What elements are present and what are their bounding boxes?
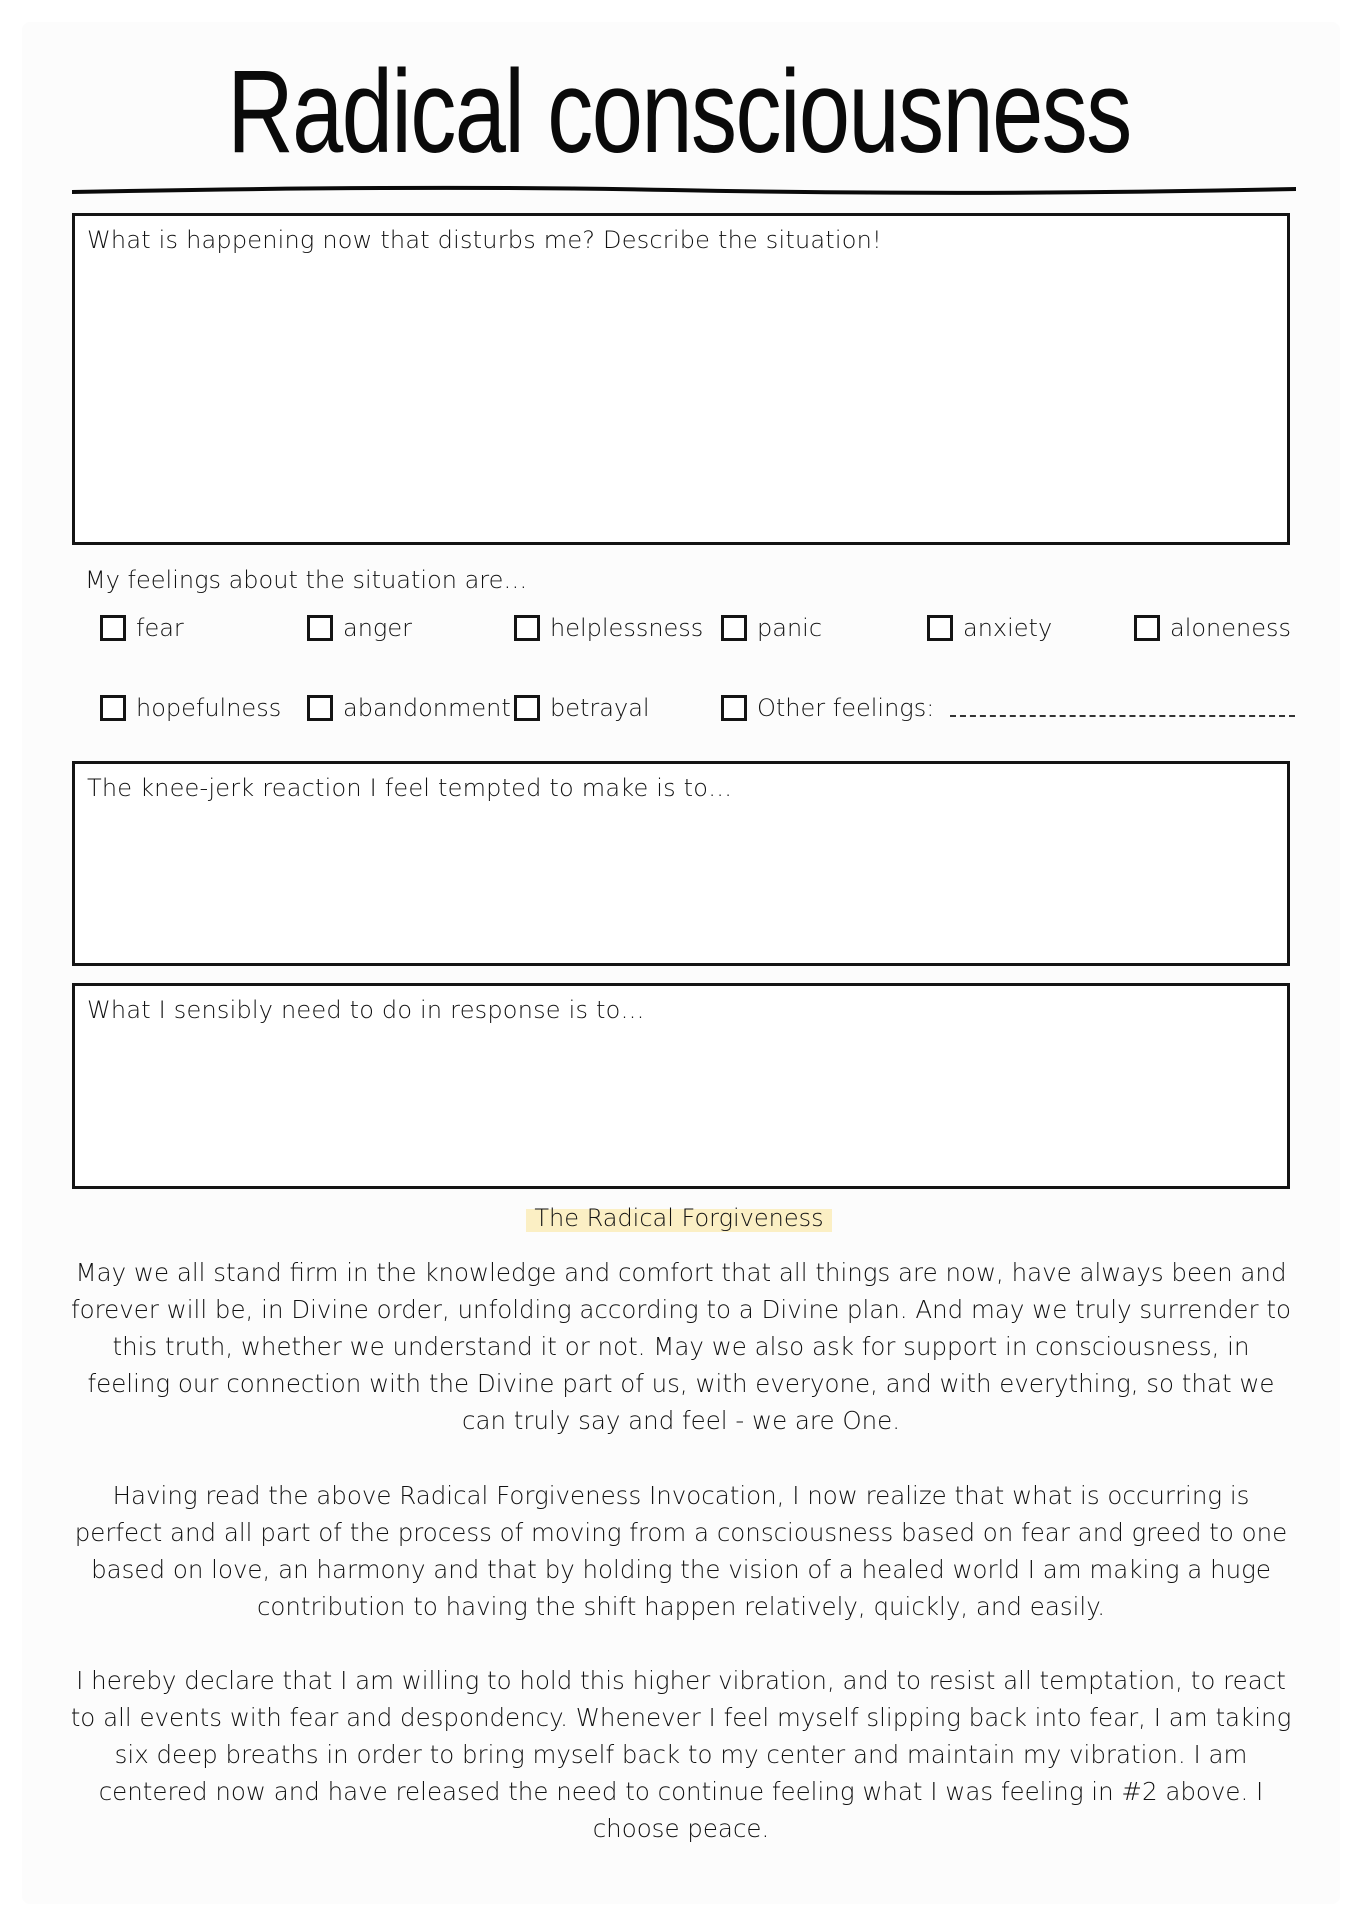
checkbox-panic[interactable] — [721, 614, 822, 642]
checkbox-anxiety[interactable] — [927, 614, 1052, 642]
invocation-paragraph: May we all stand firm in the knowledge and comfort that all things are now, have always been and forever will be, in Divine order, unfolding according to a Divine plan. And may we truly surrender to this truth, whether we understand it or not. May we also ask for support in consciousness, in feeling our connection with the Divine part of us, with everyone, and with everything, so that we can truly say and feel - we are One. — [71, 1258, 1291, 1435]
checkbox-hopefulness[interactable] — [100, 694, 281, 722]
situation-prompt: What is happening now that disturbs me? Describe the situation! — [87, 226, 882, 254]
checkbox-square-icon[interactable] — [307, 695, 333, 721]
situation-writing-box[interactable] — [72, 213, 1290, 545]
checkbox-square-icon[interactable] — [100, 695, 126, 721]
checkbox-other-feelings[interactable] — [721, 694, 1295, 722]
checkbox-square-icon[interactable] — [514, 615, 540, 641]
checkbox-label: hopefulness — [136, 694, 282, 722]
checkbox-label: Other feelings: — [757, 694, 935, 722]
checkbox-square-icon[interactable] — [514, 695, 540, 721]
page-title: Radical consciousness — [227, 46, 1131, 178]
checkbox-square-icon[interactable] — [307, 615, 333, 641]
checkbox-label: abandonment — [343, 694, 511, 722]
checkbox-square-icon[interactable] — [721, 615, 747, 641]
checkbox-anger[interactable] — [307, 614, 412, 642]
checkbox-helplessness[interactable] — [514, 614, 703, 642]
realization-paragraph: Having read the above Radical Forgiveness Invocation, I now realize that what is occurring is perfect and all part of the process of moving from a consciousness based on fear and greed to one based on love, an harmony and that by holding the vision of a healed world I am making a huge contribution to having the shift happen relatively, quickly, and easily. — [74, 1481, 1288, 1621]
feelings-label: My feelings about the situation are… — [85, 566, 528, 594]
checkbox-label: panic — [757, 614, 823, 642]
title-underline — [72, 180, 1296, 200]
checkbox-square-icon[interactable] — [100, 615, 126, 641]
checkbox-betrayal[interactable] — [514, 694, 650, 722]
checkbox-label: helplessness — [550, 614, 704, 642]
checkbox-label: anxiety — [963, 614, 1053, 642]
other-feelings-blank[interactable] — [950, 715, 1295, 717]
reaction-writing-box[interactable] — [72, 761, 1290, 966]
checkbox-label: fear — [136, 614, 184, 642]
checkbox-label: anger — [343, 614, 412, 642]
checkbox-aloneness[interactable] — [1134, 614, 1291, 642]
response-writing-box[interactable] — [72, 983, 1290, 1189]
response-prompt: What I sensibly need to do in response is to… — [87, 996, 645, 1024]
invocation-heading-wrap — [0, 1203, 1358, 1232]
checkbox-abandonment[interactable] — [307, 694, 511, 722]
checkbox-square-icon[interactable] — [1134, 615, 1160, 641]
reaction-prompt: The knee-jerk reaction I feel tempted to make is to… — [87, 774, 733, 802]
checkbox-square-icon[interactable] — [721, 695, 747, 721]
checkbox-fear[interactable] — [100, 614, 184, 642]
checkbox-label: betrayal — [550, 694, 650, 722]
invocation-heading: The Radical Forgiveness — [526, 1203, 831, 1232]
declaration-paragraph: I hereby declare that I am willing to hold this higher vibration, and to resist all temptation, to react to all events with fear and despondency. Whenever I feel myself slipping back into fear, I am taking six deep breaths in order to bring myself back to my center and maintain my vibration. I am centered now and have released the need to continue feeling what I was feeling in #2 above. I choose peace. — [70, 1666, 1292, 1843]
checkbox-square-icon[interactable] — [927, 615, 953, 641]
checkbox-label: aloneness — [1170, 614, 1292, 642]
